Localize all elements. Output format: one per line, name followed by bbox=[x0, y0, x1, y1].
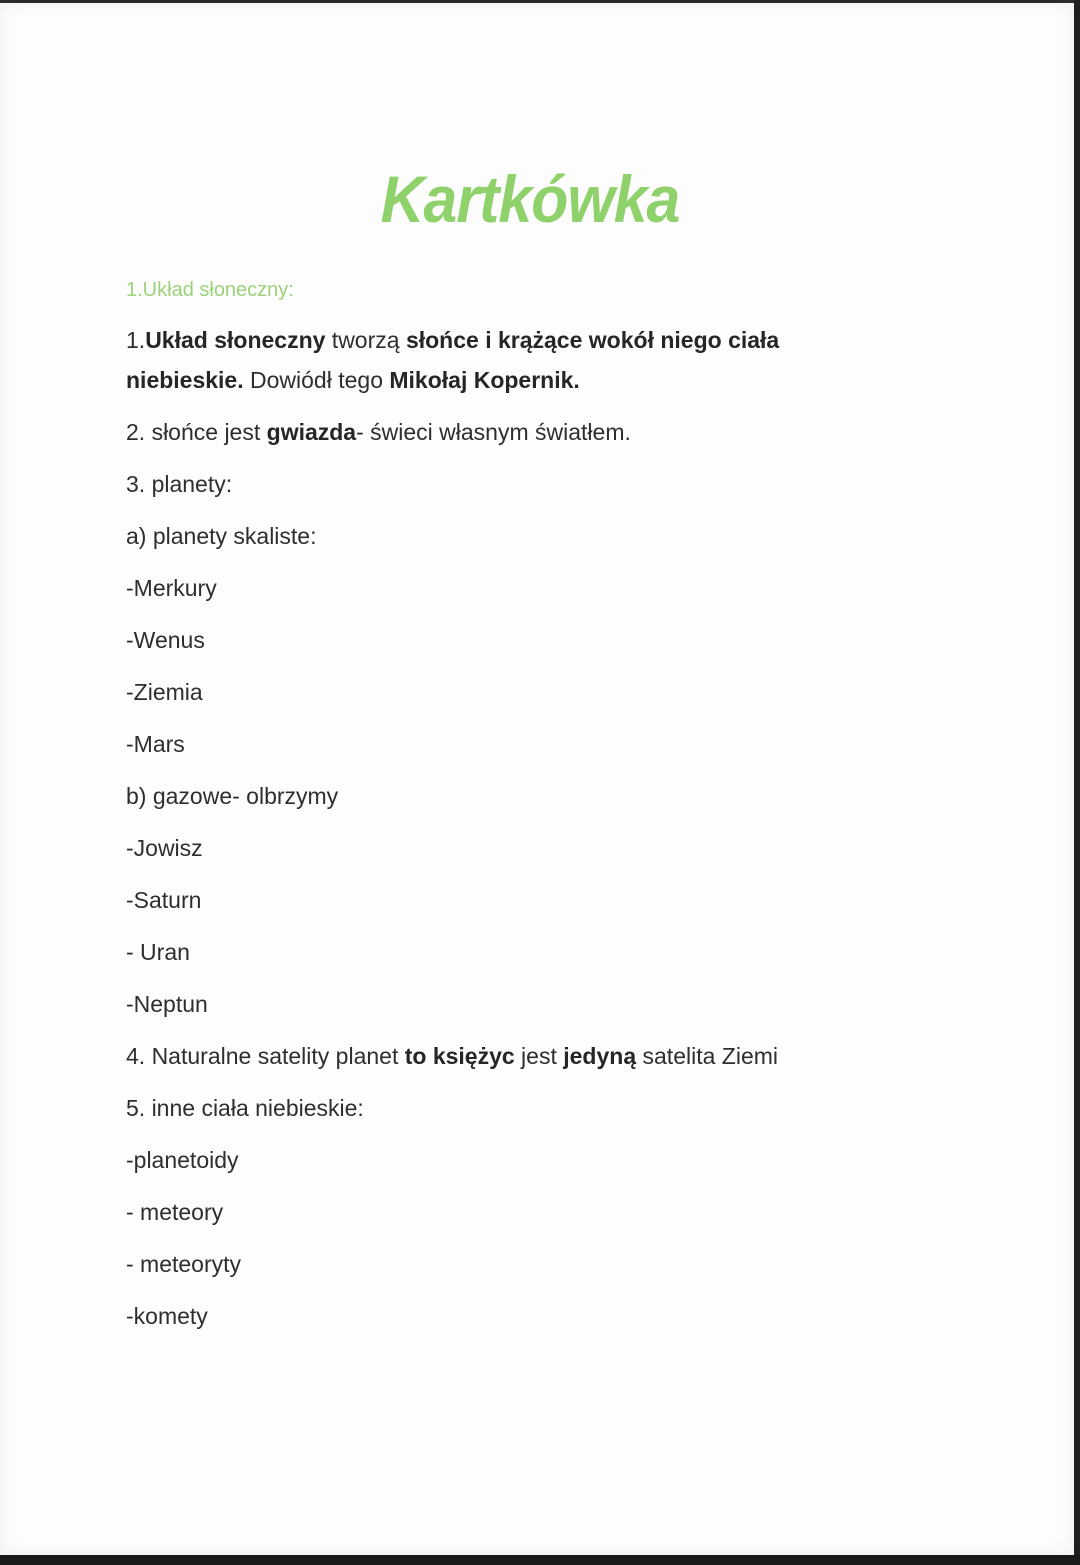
list-item: -Merkury bbox=[126, 575, 217, 601]
paragraph-4: 4. Naturalne satelity planet to księżyc jest jedyną satelita Ziemi bbox=[126, 1043, 778, 1069]
list-item: - Uran bbox=[126, 939, 190, 965]
paragraph-1-line-2: niebieskie. Dowiódł tego Mikołaj Kopernik. bbox=[126, 367, 580, 393]
list-item: -Mars bbox=[126, 731, 185, 757]
section-heading: 1.Układ słoneczny: bbox=[126, 279, 294, 301]
list-item: - meteory bbox=[126, 1199, 224, 1225]
scan-edge-right bbox=[1074, 0, 1080, 1565]
list-item: -komety bbox=[126, 1303, 208, 1329]
list-item: -planetoidy bbox=[126, 1147, 239, 1173]
paragraph-2: 2. słońce jest gwiazda- świeci własnym światłem. bbox=[126, 419, 631, 445]
list-item: -Saturn bbox=[126, 887, 202, 913]
scan-edge-bottom bbox=[0, 1555, 1080, 1565]
document-page bbox=[0, 3, 1074, 1555]
list-item: -Wenus bbox=[126, 627, 205, 653]
document-title: Kartkówka bbox=[380, 162, 680, 236]
gas-giants-heading: b) gazowe- olbrzymy bbox=[126, 783, 339, 809]
paragraph-5: 5. inne ciała niebieskie: bbox=[126, 1095, 364, 1121]
paragraph-1-line-1: 1.Układ słoneczny tworzą słońce i krążące wokół niego ciała bbox=[126, 327, 780, 353]
list-item: - meteoryty bbox=[126, 1251, 242, 1277]
list-item: -Neptun bbox=[126, 991, 208, 1017]
paragraph-3: 3. planety: bbox=[126, 471, 233, 497]
rocky-planets-heading: a) planety skaliste: bbox=[126, 523, 317, 549]
list-item: -Jowisz bbox=[126, 835, 203, 861]
list-item: -Ziemia bbox=[126, 679, 203, 705]
